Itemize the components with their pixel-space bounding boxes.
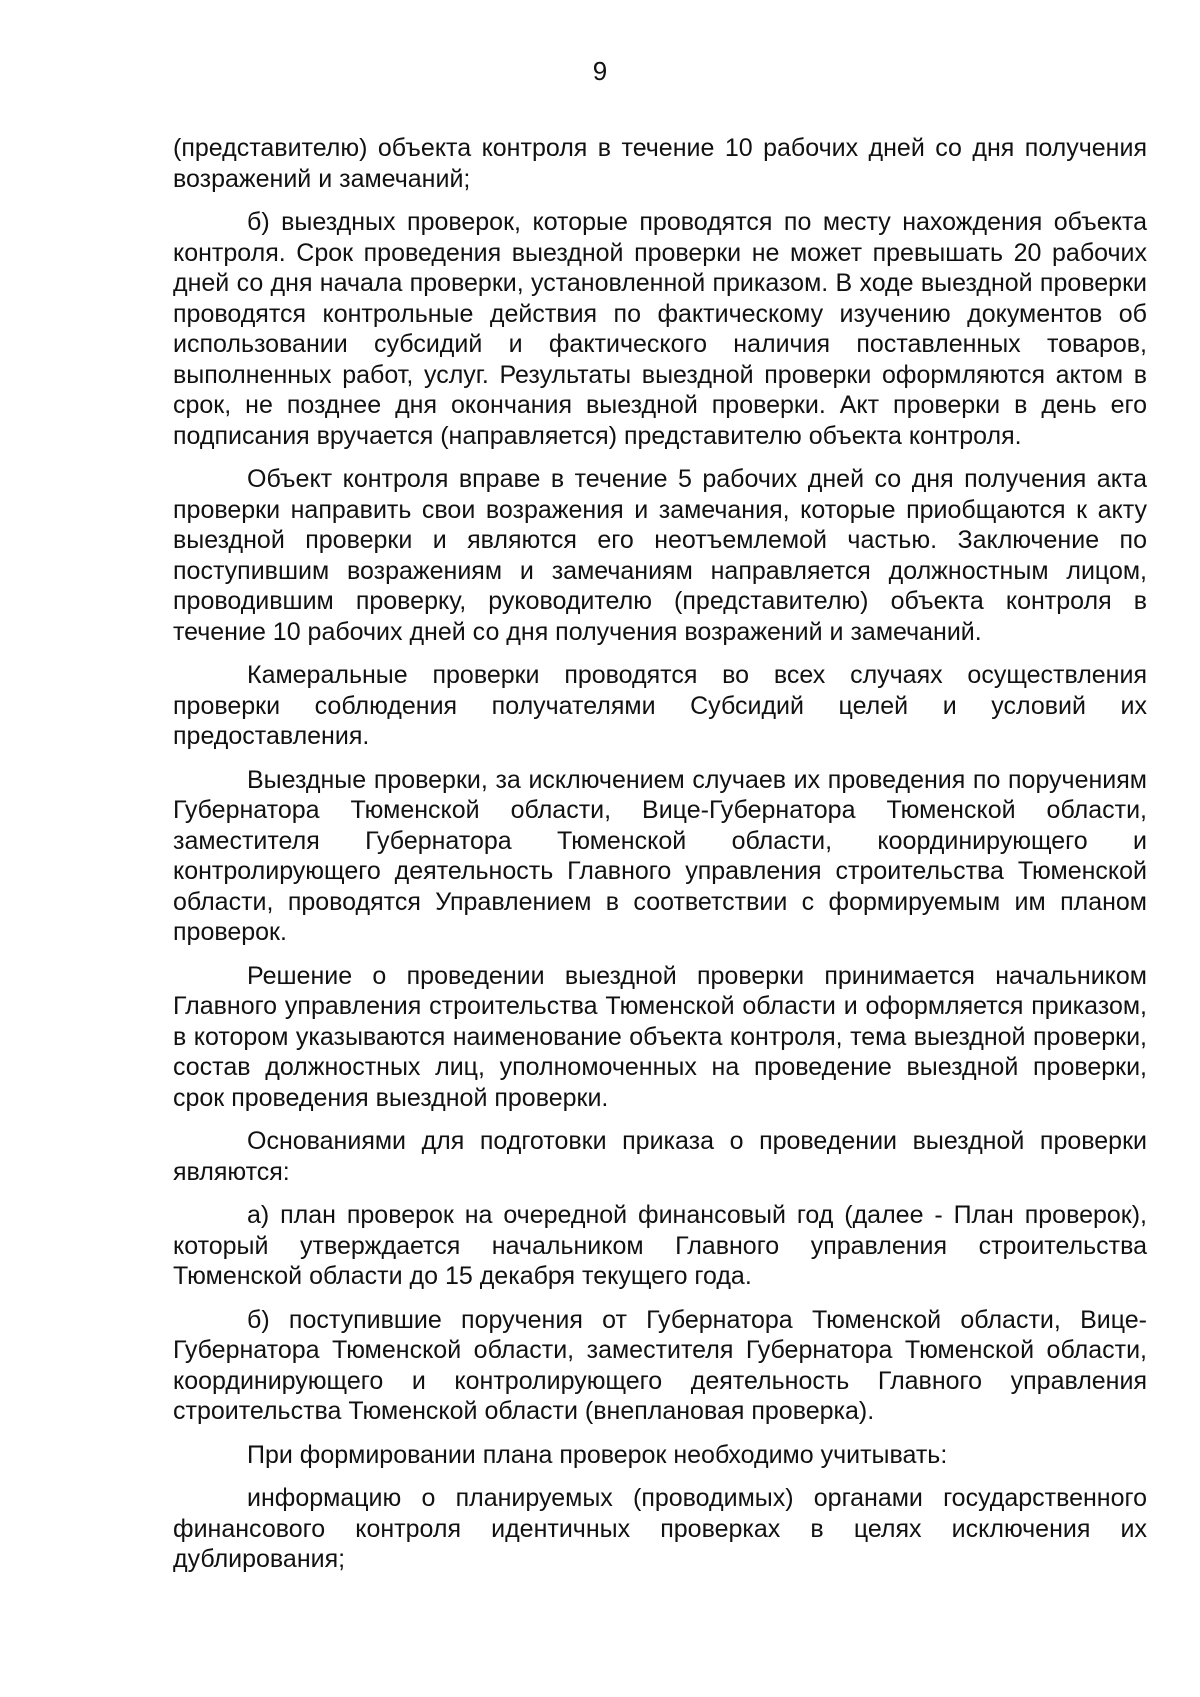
paragraph-ground-b: б) поступившие поручения от Губернатора Тюменской области, Вице-Губернатора Тюменской области, заместителя Губернатора Тюменской области, координирующего и контролирующего деятельность Главного управления строительства Тюменской области (внеплановая проверка). xyxy=(173,1305,1147,1425)
paragraph-inspection-plan: Выездные проверки, за исключением случаев их проведения по поручениям Губернатора Тюменской области, Вице-Губернатора Тюменской области, заместителя Губернатора Тюменской области, координирующего и контролирующего деятельность Главного управления строительства Тюменской области, проводятся Управлением в соответствии с формируемым им планом проверок. xyxy=(173,765,1147,946)
paragraph-field-inspections: б) выездных проверок, которые проводятся по месту нахождения объекта контроля. Срок проведения выездной проверки не может превышать 20 рабочих дней со дня начала проверки, установленной приказом. В ходе выездной проверки проводятся контрольные действия по фактическому изучению документов об использовании субсидий и фактического наличия поставленных товаров, выполненных работ, услуг. Результаты выездной проверки оформляются актом в срок, не позднее дня окончания выездной проверки. Акт проверки в день его подписания вручается (направляется) представителю объекта контроля. xyxy=(173,208,1147,450)
paragraph-desk-inspections: Камеральные проверки проводятся во всех случаях осуществления проверки соблюдения получателями Субсидий целей и условий их предоставления. xyxy=(173,661,1147,750)
paragraph-objections: Объект контроля вправе в течение 5 рабочих дней со дня получения акта проверки направить свои возражения и замечания, которые приобщаются к акту выездной проверки и являются его неотъемлемой частью. Заключение по поступившим возражениям и замечаниям направляется должностным лицом, проводившим проверку, руководителю (представителю) объекта контроля в течение 10 рабочих дней со дня получения возражений и замечаний. xyxy=(173,465,1147,646)
paragraph-grounds: Основаниями для подготовки приказа о проведении выездной проверки являются: xyxy=(173,1127,1147,1186)
paragraph-continuation: (представителю) объекта контроля в течение 10 рабочих дней со дня получения возражений и замечаний; xyxy=(173,134,1147,193)
paragraph-plan-consider: При формировании плана проверок необходимо учитывать: xyxy=(247,1440,948,1469)
page-number: 9 xyxy=(592,56,608,86)
paragraph-inspection-decision: Решение о проведении выездной проверки принимается начальником Главного управления строительства Тюменской области и оформляется приказом, в котором указываются наименование объекта контроля, тема выездной проверки, состав должностных лиц, уполномоченных на проведение выездной проверки, срок проведения выездной проверки. xyxy=(173,961,1147,1112)
paragraph-duplicate-info: информацию о планируемых (проводимых) органами государственного финансового контроля идентичных проверках в целях исключения их дублирования; xyxy=(173,1484,1147,1573)
paragraph-ground-a: а) план проверок на очередной финансовый год (далее - План проверок), который утверждается начальником Главного управления строительства Тюменской области до 15 декабря текущего года. xyxy=(173,1201,1147,1290)
document-body xyxy=(173,133,1147,1588)
